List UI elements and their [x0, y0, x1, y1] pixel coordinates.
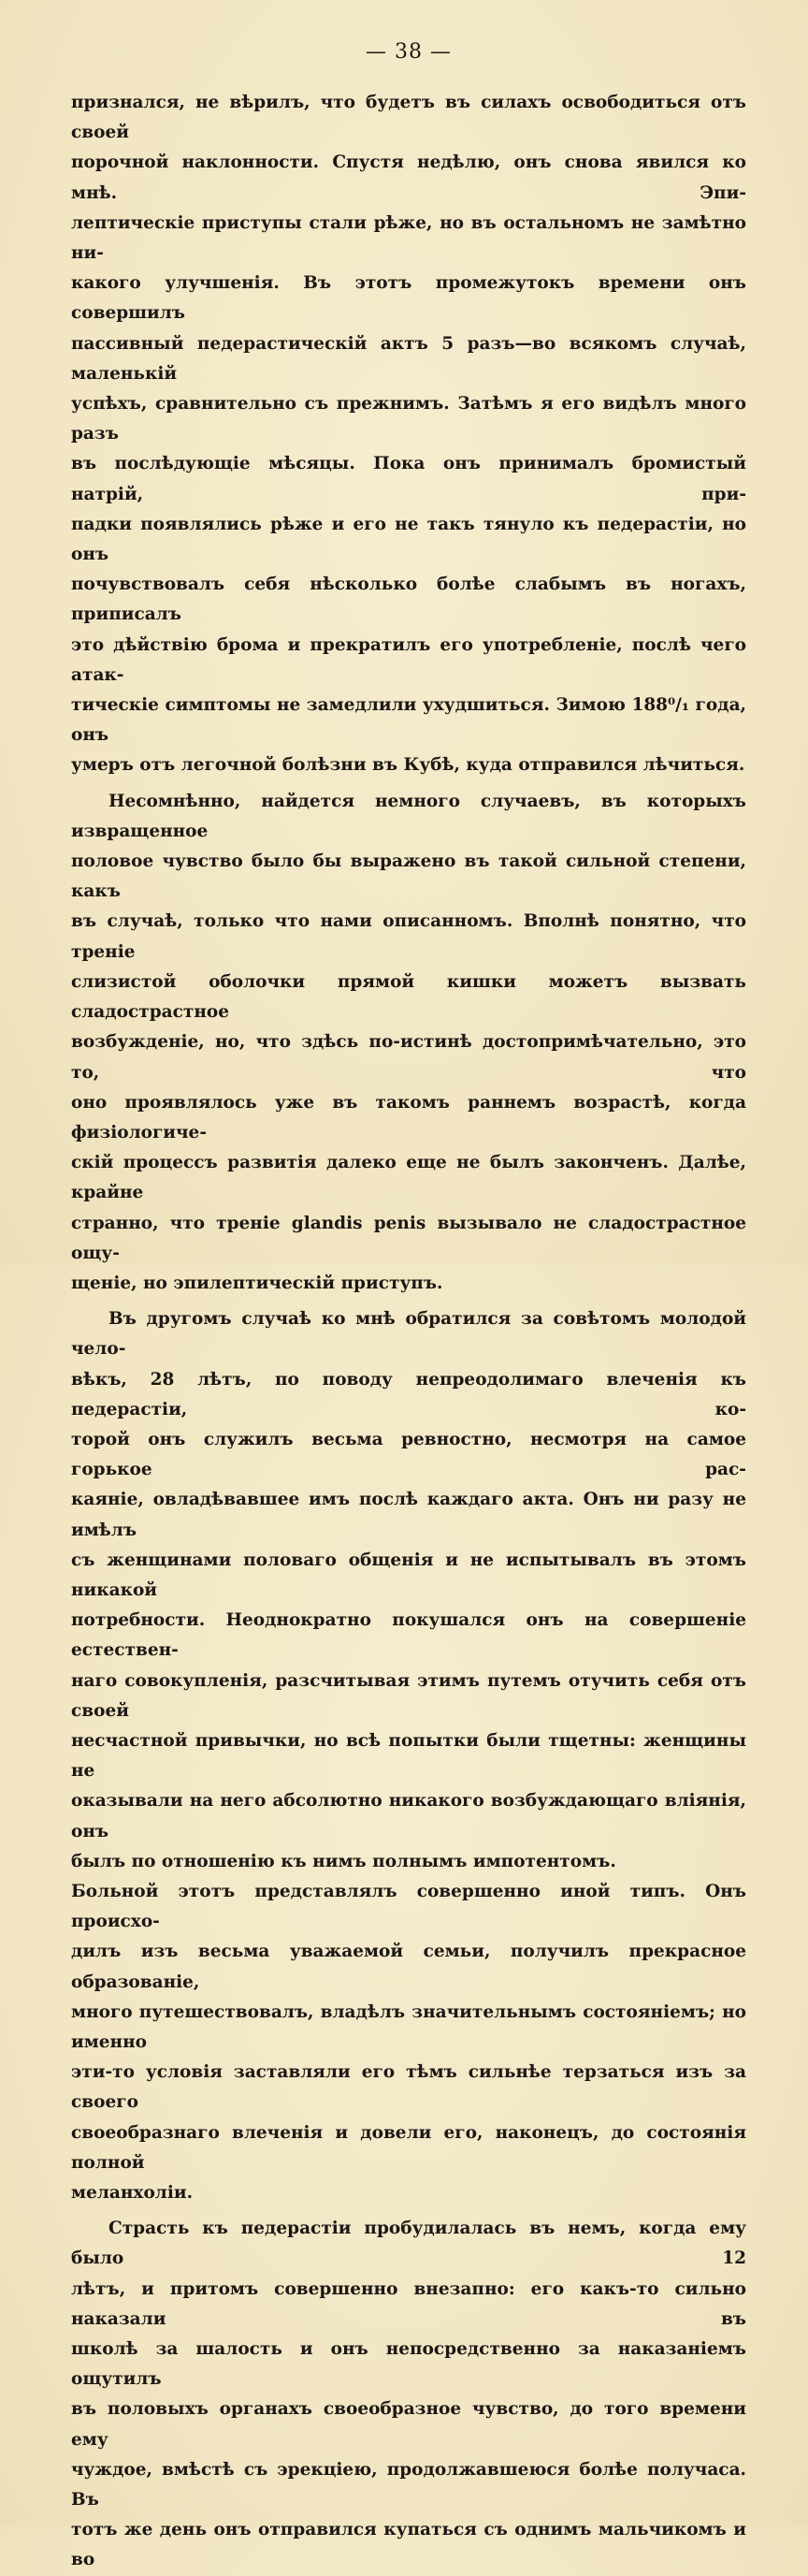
- paragraph-2: [71, 787, 746, 1299]
- text-line: былъ по отношенію къ нимъ полнымъ импотентомъ.: [71, 1851, 616, 1871]
- text-line: щеніе, но эпилептическій приступъ.: [71, 1273, 443, 1293]
- text-line: потребности. Неоднократно покушался онъ на совершеніе естествен-: [71, 1610, 746, 1661]
- text-line: лептическіе приступы стали рѣже, но въ остальномъ не замѣтно ни-: [71, 212, 746, 264]
- text-line: признался, не вѣрилъ, что будетъ въ силахъ освободиться отъ своей: [71, 93, 746, 143]
- paragraph-5: [71, 2214, 746, 2575]
- text-line: пассивный педерастическій актъ 5 разъ—во всякомъ случаѣ, маленькій: [71, 333, 746, 384]
- text-line: почувствовалъ себя нѣсколько болѣе слабымъ въ ногахъ, приписалъ: [71, 575, 746, 625]
- page-number: — 38 —: [366, 40, 452, 64]
- text-line: своеобразнаго влеченія и довели его, наконецъ, до состоянія полной: [71, 2122, 746, 2173]
- text-line: Больной этотъ представлялъ совершенно иной типъ. Онъ происхо-: [71, 1881, 746, 1932]
- text-line: половое чувство было бы выражено въ такой сильной степени, какъ: [71, 851, 746, 902]
- paragraph-1: [71, 88, 746, 781]
- document-page: [71, 36, 746, 2570]
- text-line: оно проявлялось уже въ такомъ раннемъ возрастѣ, когда физіологиче-: [71, 1092, 746, 1142]
- text-line: какого улучшенія. Въ этотъ промежутокъ времени онъ совершилъ: [71, 273, 746, 324]
- text-line: тотъ же день онъ отправился купаться съ однимъ мальчикомъ и во: [71, 2520, 746, 2570]
- text-line: это дѣйствію брома и прекратилъ его употребленіе, послѣ чего атак-: [71, 634, 746, 685]
- text-line: возбужденіе, но, что здѣсь по-истинѣ достопримѣчательно, это то, что: [71, 1032, 746, 1083]
- text-line: меланхоліи.: [71, 2183, 194, 2204]
- text-line: тическіе симптомы не замедлили ухудшиться. Зимою 188⁰/₁ года, онъ: [71, 695, 746, 746]
- text-line: Несомнѣнно, найдется немного случаевъ, въ которыхъ извращенное: [71, 791, 746, 841]
- text-line: наго совокупленія, разсчитывая этимъ путемъ отучить себя отъ своей: [71, 1670, 746, 1721]
- text-line: Страсть къ педерастіи пробудилалась въ немъ, когда ему было 12: [71, 2219, 746, 2269]
- text-line: странно, что треніе glandis penis вызывало не сладострастное ощу-: [71, 1213, 746, 1263]
- paragraph-4: [71, 1877, 746, 2208]
- text-line: успѣхъ, сравнительно съ прежнимъ. Затѣмъ я его видѣлъ много разъ: [71, 394, 746, 444]
- text-line: лѣтъ, и притомъ совершенно внезапно: его какъ-то сильно наказали въ: [71, 2278, 746, 2329]
- text-line: въ послѣдующіе мѣсяцы. Пока онъ принималъ бромистый натрій, при-: [71, 454, 746, 504]
- text-line: дилъ изъ весьма уважаемой семьи, получилъ прекрасное образованіе,: [71, 1942, 746, 1992]
- text-line: скій процессъ развитія далеко еще не былъ законченъ. Далѣе, крайне: [71, 1153, 746, 1203]
- text-line: слизистой оболочки прямой кишки можетъ вызвать сладострастное: [71, 971, 746, 1023]
- text-line: эти-то условія заставляли его тѣмъ сильнѣе терзаться изъ за своего: [71, 2062, 746, 2113]
- text-line: вѣкъ, 28 лѣтъ, по поводу непреодолимаго влеченія къ педерастіи, ко-: [71, 1369, 746, 1419]
- text-line: много путешествовалъ, владѣлъ значительнымъ состояніемъ; но именно: [71, 2001, 746, 2052]
- text-line: съ женщинами половаго общенія и не испытывалъ въ этомъ никакой: [71, 1550, 746, 1600]
- text-line: порочной наклонности. Спустя недѣлю, онъ снова явился ко мнѣ. Эпи-: [71, 153, 746, 203]
- text-line: торой онъ служилъ весьма ревностно, несмотря на самое горькое рас-: [71, 1429, 746, 1480]
- text-line: школѣ за шалость и онъ непосредственно за наказаніемъ ощутилъ: [71, 2339, 746, 2390]
- text-line: въ половыхъ органахъ своеобразное чувство, до того времени ему: [71, 2399, 746, 2450]
- text-line: въ случаѣ, только что нами описанномъ. Вполнѣ понятно, что треніе: [71, 911, 746, 962]
- text-line: чуждое, вмѣстѣ съ эрекціею, продолжавшеюся болѣе получаса. Въ: [71, 2459, 746, 2511]
- text-line: несчастной привычки, но всѣ попытки были тщетны: женщины не: [71, 1730, 746, 1782]
- body-text: [71, 88, 746, 2576]
- paragraph-3: [71, 1304, 746, 1877]
- text-line: оказывали на него абсолютно никакого возбуждающаго вліянія, онъ: [71, 1791, 746, 1841]
- text-line: каяніе, овладѣвавшее имъ послѣ каждаго акта. Онъ ни разу не имѣлъ: [71, 1490, 746, 1540]
- text-line: падки появлялись рѣже и его не такъ тянуло къ педерастіи, но онъ: [71, 514, 746, 565]
- text-line: Въ другомъ случаѣ ко мнѣ обратился за совѣтомъ молодой чело-: [71, 1309, 746, 1360]
- text-line: умеръ отъ легочной болѣзни въ Кубѣ, куда отправился лѣчиться.: [71, 755, 745, 776]
